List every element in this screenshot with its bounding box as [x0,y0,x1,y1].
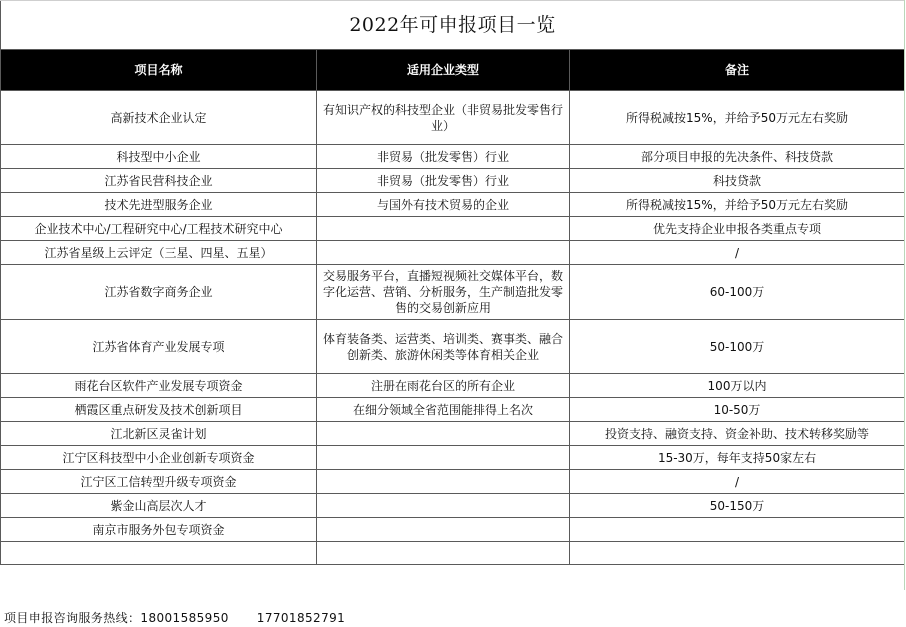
cell-project-name[interactable]: 高新技术企业认定 [1,91,317,145]
table-row [1,265,905,320]
cell-enterprise-type[interactable]: 非贸易（批发零售）行业 [317,169,570,193]
cell-project-name[interactable]: 技术先进型服务企业 [1,193,317,217]
title-row [1,1,905,50]
cell-project-name[interactable]: 江宁区工信转型升级专项资金 [1,470,317,494]
cell-project-name[interactable]: 江苏省数字商务企业 [1,265,317,320]
cell-remarks[interactable]: 所得税减按15%，并给予50万元左右奖励 [570,91,905,145]
cell-project-name[interactable]: 江苏省星级上云评定（三星、四星、五星） [1,241,317,265]
cell-enterprise-type[interactable]: 体育装备类、运营类、培训类、赛事类、融合创新类、旅游休闲类等体育相关企业 [317,320,570,374]
cell-remarks[interactable]: / [570,470,905,494]
table-row [1,398,905,422]
cell-project-name[interactable]: 南京市服务外包专项资金 [1,518,317,542]
cell-enterprise-type[interactable] [317,217,570,241]
table-row [1,374,905,398]
cell-enterprise-type[interactable] [317,446,570,470]
cell-enterprise-type[interactable] [317,241,570,265]
cell-remarks[interactable]: 15-30万，每年支持50家左右 [570,446,905,470]
table-row [1,494,905,518]
cell-project-name[interactable]: 江宁区科技型中小企业创新专项资金 [1,446,317,470]
cell-project-name[interactable]: 紫金山高层次人才 [1,494,317,518]
cell-enterprise-type[interactable]: 非贸易（批发零售）行业 [317,145,570,169]
cell-enterprise-type[interactable] [317,494,570,518]
header-enterprise-type[interactable]: 适用企业类型 [317,50,570,91]
cell-remarks[interactable]: 投资支持、融资支持、资金补助、技术转移奖励等 [570,422,905,446]
cell-enterprise-type[interactable] [317,470,570,494]
cell-enterprise-type[interactable]: 有知识产权的科技型企业（非贸易批发零售行业） [317,91,570,145]
cell-remarks[interactable]: 科技贷款 [570,169,905,193]
table-row [1,518,905,542]
cell-enterprise-type[interactable]: 与国外有技术贸易的企业 [317,193,570,217]
cell-project-name[interactable]: 江苏省体育产业发展专项 [1,320,317,374]
page-title[interactable]: 2022年可申报项目一览 [1,1,905,50]
sheet-gridline [904,0,905,590]
header-project-name[interactable]: 项目名称 [1,50,317,91]
table-row [1,169,905,193]
table-row [1,91,905,145]
table-row [1,320,905,374]
cell-remarks[interactable]: 部分项目申报的先决条件、科技贷款 [570,145,905,169]
cell-project-name[interactable]: 江苏省民营科技企业 [1,169,317,193]
cell-remarks[interactable]: 10-50万 [570,398,905,422]
cell-project-name[interactable]: 江北新区灵雀计划 [1,422,317,446]
header-remarks[interactable]: 备注 [570,50,905,91]
cell-project-name[interactable]: 栖霞区重点研发及技术创新项目 [1,398,317,422]
cell-project-name[interactable]: 企业技术中心/工程研究中心/工程技术研究中心 [1,217,317,241]
table-row [1,145,905,169]
header-row [1,50,905,91]
table-row [1,446,905,470]
table-row [1,217,905,241]
cell-remarks[interactable] [570,542,905,565]
cell-remarks[interactable]: 100万以内 [570,374,905,398]
cell-enterprise-type[interactable] [317,542,570,565]
cell-remarks[interactable]: / [570,241,905,265]
table-row [1,241,905,265]
cell-enterprise-type[interactable]: 交易服务平台，直播短视频社交媒体平台，数字化运营、营销、分析服务，生产制造批发零售的交易创新应用 [317,265,570,320]
hotline-phone-1[interactable]: 18001585950 [140,611,229,625]
cell-remarks[interactable]: 50-100万 [570,320,905,374]
cell-remarks[interactable]: 60-100万 [570,265,905,320]
cell-remarks[interactable]: 优先支持企业申报各类重点专项 [570,217,905,241]
table-row [1,542,905,565]
cell-remarks[interactable]: 所得税减按15%，并给予50万元左右奖励 [570,193,905,217]
cell-enterprise-type[interactable] [317,422,570,446]
table-row [1,193,905,217]
cell-project-name[interactable]: 雨花台区软件产业发展专项资金 [1,374,317,398]
hotline-footer [4,609,345,626]
cell-remarks[interactable] [570,518,905,542]
cell-enterprise-type[interactable] [317,518,570,542]
cell-enterprise-type[interactable]: 在细分领域全省范围能排得上名次 [317,398,570,422]
table-row [1,422,905,446]
hotline-label[interactable]: 项目申报咨询服务热线： [4,611,141,625]
cell-project-name[interactable]: 科技型中小企业 [1,145,317,169]
cell-remarks[interactable]: 50-150万 [570,494,905,518]
cell-project-name[interactable] [1,542,317,565]
hotline-phone-2[interactable]: 17701852791 [256,611,346,625]
table-row [1,470,905,494]
cell-enterprise-type[interactable]: 注册在雨花台区的所有企业 [317,374,570,398]
